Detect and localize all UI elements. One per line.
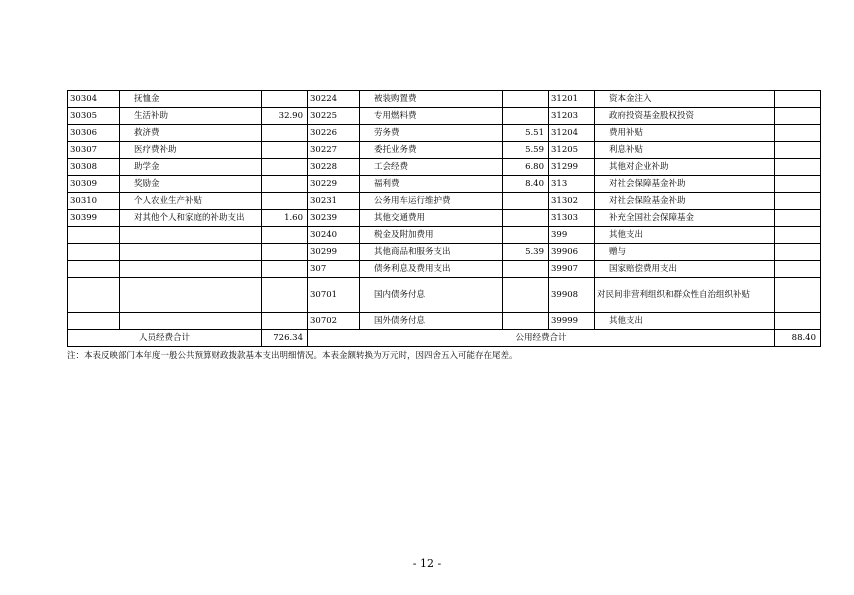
code-cell: 30310	[68, 193, 120, 210]
code-cell	[68, 313, 120, 330]
amount-cell	[775, 278, 821, 313]
code-cell	[68, 278, 120, 313]
code-cell: 39906	[549, 244, 595, 261]
code-cell: 30701	[308, 278, 360, 313]
code-cell	[68, 227, 120, 244]
code-cell: 31303	[549, 210, 595, 227]
code-cell: 30227	[308, 142, 360, 159]
name-cell: 专用燃料费	[360, 108, 503, 125]
code-cell: 31204	[549, 125, 595, 142]
table-row	[68, 227, 821, 244]
name-cell: 国外债务付息	[360, 313, 503, 330]
code-cell: 30224	[308, 91, 360, 108]
code-cell: 313	[549, 176, 595, 193]
table-row	[68, 261, 821, 278]
code-cell: 399	[549, 227, 595, 244]
name-cell	[120, 261, 262, 278]
name-cell: 个人农业生产补贴	[120, 193, 262, 210]
code-cell: 31299	[549, 159, 595, 176]
code-cell: 31205	[549, 142, 595, 159]
amount-cell	[262, 193, 308, 210]
name-cell: 委托业务费	[360, 142, 503, 159]
table-row	[68, 244, 821, 261]
amount-cell	[775, 176, 821, 193]
name-cell: 费用补贴	[595, 125, 775, 142]
name-cell: 对其他个人和家庭的补助支出	[120, 210, 262, 227]
amount-cell	[775, 142, 821, 159]
code-cell: 30307	[68, 142, 120, 159]
personnel-total-value: 726.34	[262, 330, 308, 347]
name-cell: 资本金注入	[595, 91, 775, 108]
code-cell: 30304	[68, 91, 120, 108]
name-cell: 劳务费	[360, 125, 503, 142]
amount-cell	[775, 91, 821, 108]
name-cell: 福利费	[360, 176, 503, 193]
code-cell: 39907	[549, 261, 595, 278]
name-cell: 补充全国社会保障基金	[595, 210, 775, 227]
amount-cell	[503, 210, 549, 227]
amount-cell	[503, 108, 549, 125]
name-cell: 公务用车运行维护费	[360, 193, 503, 210]
code-cell	[68, 261, 120, 278]
code-cell: 39999	[549, 313, 595, 330]
expenditure-detail-table	[67, 90, 821, 347]
name-cell	[120, 313, 262, 330]
code-cell: 30399	[68, 210, 120, 227]
name-cell: 政府投资基金股权投资	[595, 108, 775, 125]
amount-cell: 5.39	[503, 244, 549, 261]
code-cell: 30309	[68, 176, 120, 193]
table-row	[68, 159, 821, 176]
amount-cell	[262, 261, 308, 278]
amount-cell	[262, 176, 308, 193]
code-cell: 30225	[308, 108, 360, 125]
name-cell: 对民间非营利组织和群众性自治组织补贴	[595, 278, 775, 313]
table-footnote: 注：本表反映部门本年度一般公共预算财政拨款基本支出明细情况。本表金额转换为万元时，因四舍五入可能存在尾差。	[67, 351, 518, 361]
table-row	[68, 176, 821, 193]
amount-cell	[262, 142, 308, 159]
amount-cell: 32.90	[262, 108, 308, 125]
code-cell: 31302	[549, 193, 595, 210]
amount-cell: 5.51	[503, 125, 549, 142]
amount-cell	[775, 313, 821, 330]
amount-cell	[262, 244, 308, 261]
amount-cell: 1.60	[262, 210, 308, 227]
name-cell: 其他对企业补助	[595, 159, 775, 176]
public-total-label: 公用经费合计	[308, 330, 775, 347]
name-cell	[120, 227, 262, 244]
name-cell: 赠与	[595, 244, 775, 261]
code-cell: 30240	[308, 227, 360, 244]
amount-cell	[775, 125, 821, 142]
amount-cell: 8.40	[503, 176, 549, 193]
code-cell: 39908	[549, 278, 595, 313]
amount-cell	[503, 313, 549, 330]
table-row	[68, 125, 821, 142]
amount-cell	[262, 159, 308, 176]
table-row	[68, 108, 821, 125]
amount-cell: 6.80	[503, 159, 549, 176]
name-cell: 国内债务付息	[360, 278, 503, 313]
name-cell	[120, 244, 262, 261]
name-cell: 医疗费补助	[120, 142, 262, 159]
code-cell: 30231	[308, 193, 360, 210]
name-cell: 其他支出	[595, 227, 775, 244]
amount-cell	[262, 91, 308, 108]
code-cell: 30299	[308, 244, 360, 261]
page-number: - 12 -	[412, 557, 442, 570]
amount-cell	[775, 159, 821, 176]
code-cell: 30308	[68, 159, 120, 176]
code-cell: 30305	[68, 108, 120, 125]
amount-cell	[262, 227, 308, 244]
table-row	[68, 91, 821, 108]
table-row	[68, 142, 821, 159]
table-row	[68, 210, 821, 227]
name-cell: 工会经费	[360, 159, 503, 176]
code-cell: 31203	[549, 108, 595, 125]
name-cell: 助学金	[120, 159, 262, 176]
amount-cell	[775, 210, 821, 227]
amount-cell	[503, 278, 549, 313]
code-cell: 30702	[308, 313, 360, 330]
name-cell: 利息补贴	[595, 142, 775, 159]
amount-cell	[262, 125, 308, 142]
name-cell: 其他支出	[595, 313, 775, 330]
name-cell: 对社会保障基金补助	[595, 176, 775, 193]
amount-cell	[775, 108, 821, 125]
table-row	[68, 193, 821, 210]
code-cell: 30228	[308, 159, 360, 176]
name-cell: 生活补助	[120, 108, 262, 125]
name-cell: 其他交通费用	[360, 210, 503, 227]
code-cell: 30306	[68, 125, 120, 142]
amount-cell	[503, 193, 549, 210]
name-cell: 税金及附加费用	[360, 227, 503, 244]
table-row	[68, 278, 821, 313]
amount-cell	[775, 227, 821, 244]
amount-cell	[775, 193, 821, 210]
amount-cell	[262, 313, 308, 330]
totals-row	[68, 330, 821, 347]
public-total-value: 88.40	[775, 330, 821, 347]
name-cell	[120, 278, 262, 313]
personnel-total-label: 人员经费合计	[68, 330, 262, 347]
name-cell: 其他商品和服务支出	[360, 244, 503, 261]
amount-cell: 5.59	[503, 142, 549, 159]
code-cell: 30226	[308, 125, 360, 142]
name-cell: 债务利息及费用支出	[360, 261, 503, 278]
amount-cell	[503, 91, 549, 108]
amount-cell	[775, 261, 821, 278]
code-cell: 30229	[308, 176, 360, 193]
name-cell: 救济费	[120, 125, 262, 142]
name-cell: 被装购置费	[360, 91, 503, 108]
name-cell: 对社会保险基金补助	[595, 193, 775, 210]
code-cell: 307	[308, 261, 360, 278]
table-row	[68, 313, 821, 330]
code-cell: 30239	[308, 210, 360, 227]
code-cell: 31201	[549, 91, 595, 108]
table-body	[68, 91, 821, 330]
name-cell: 奖励金	[120, 176, 262, 193]
name-cell: 国家赔偿费用支出	[595, 261, 775, 278]
amount-cell	[262, 278, 308, 313]
name-cell: 抚恤金	[120, 91, 262, 108]
amount-cell	[503, 227, 549, 244]
amount-cell	[775, 244, 821, 261]
amount-cell	[503, 261, 549, 278]
code-cell	[68, 244, 120, 261]
